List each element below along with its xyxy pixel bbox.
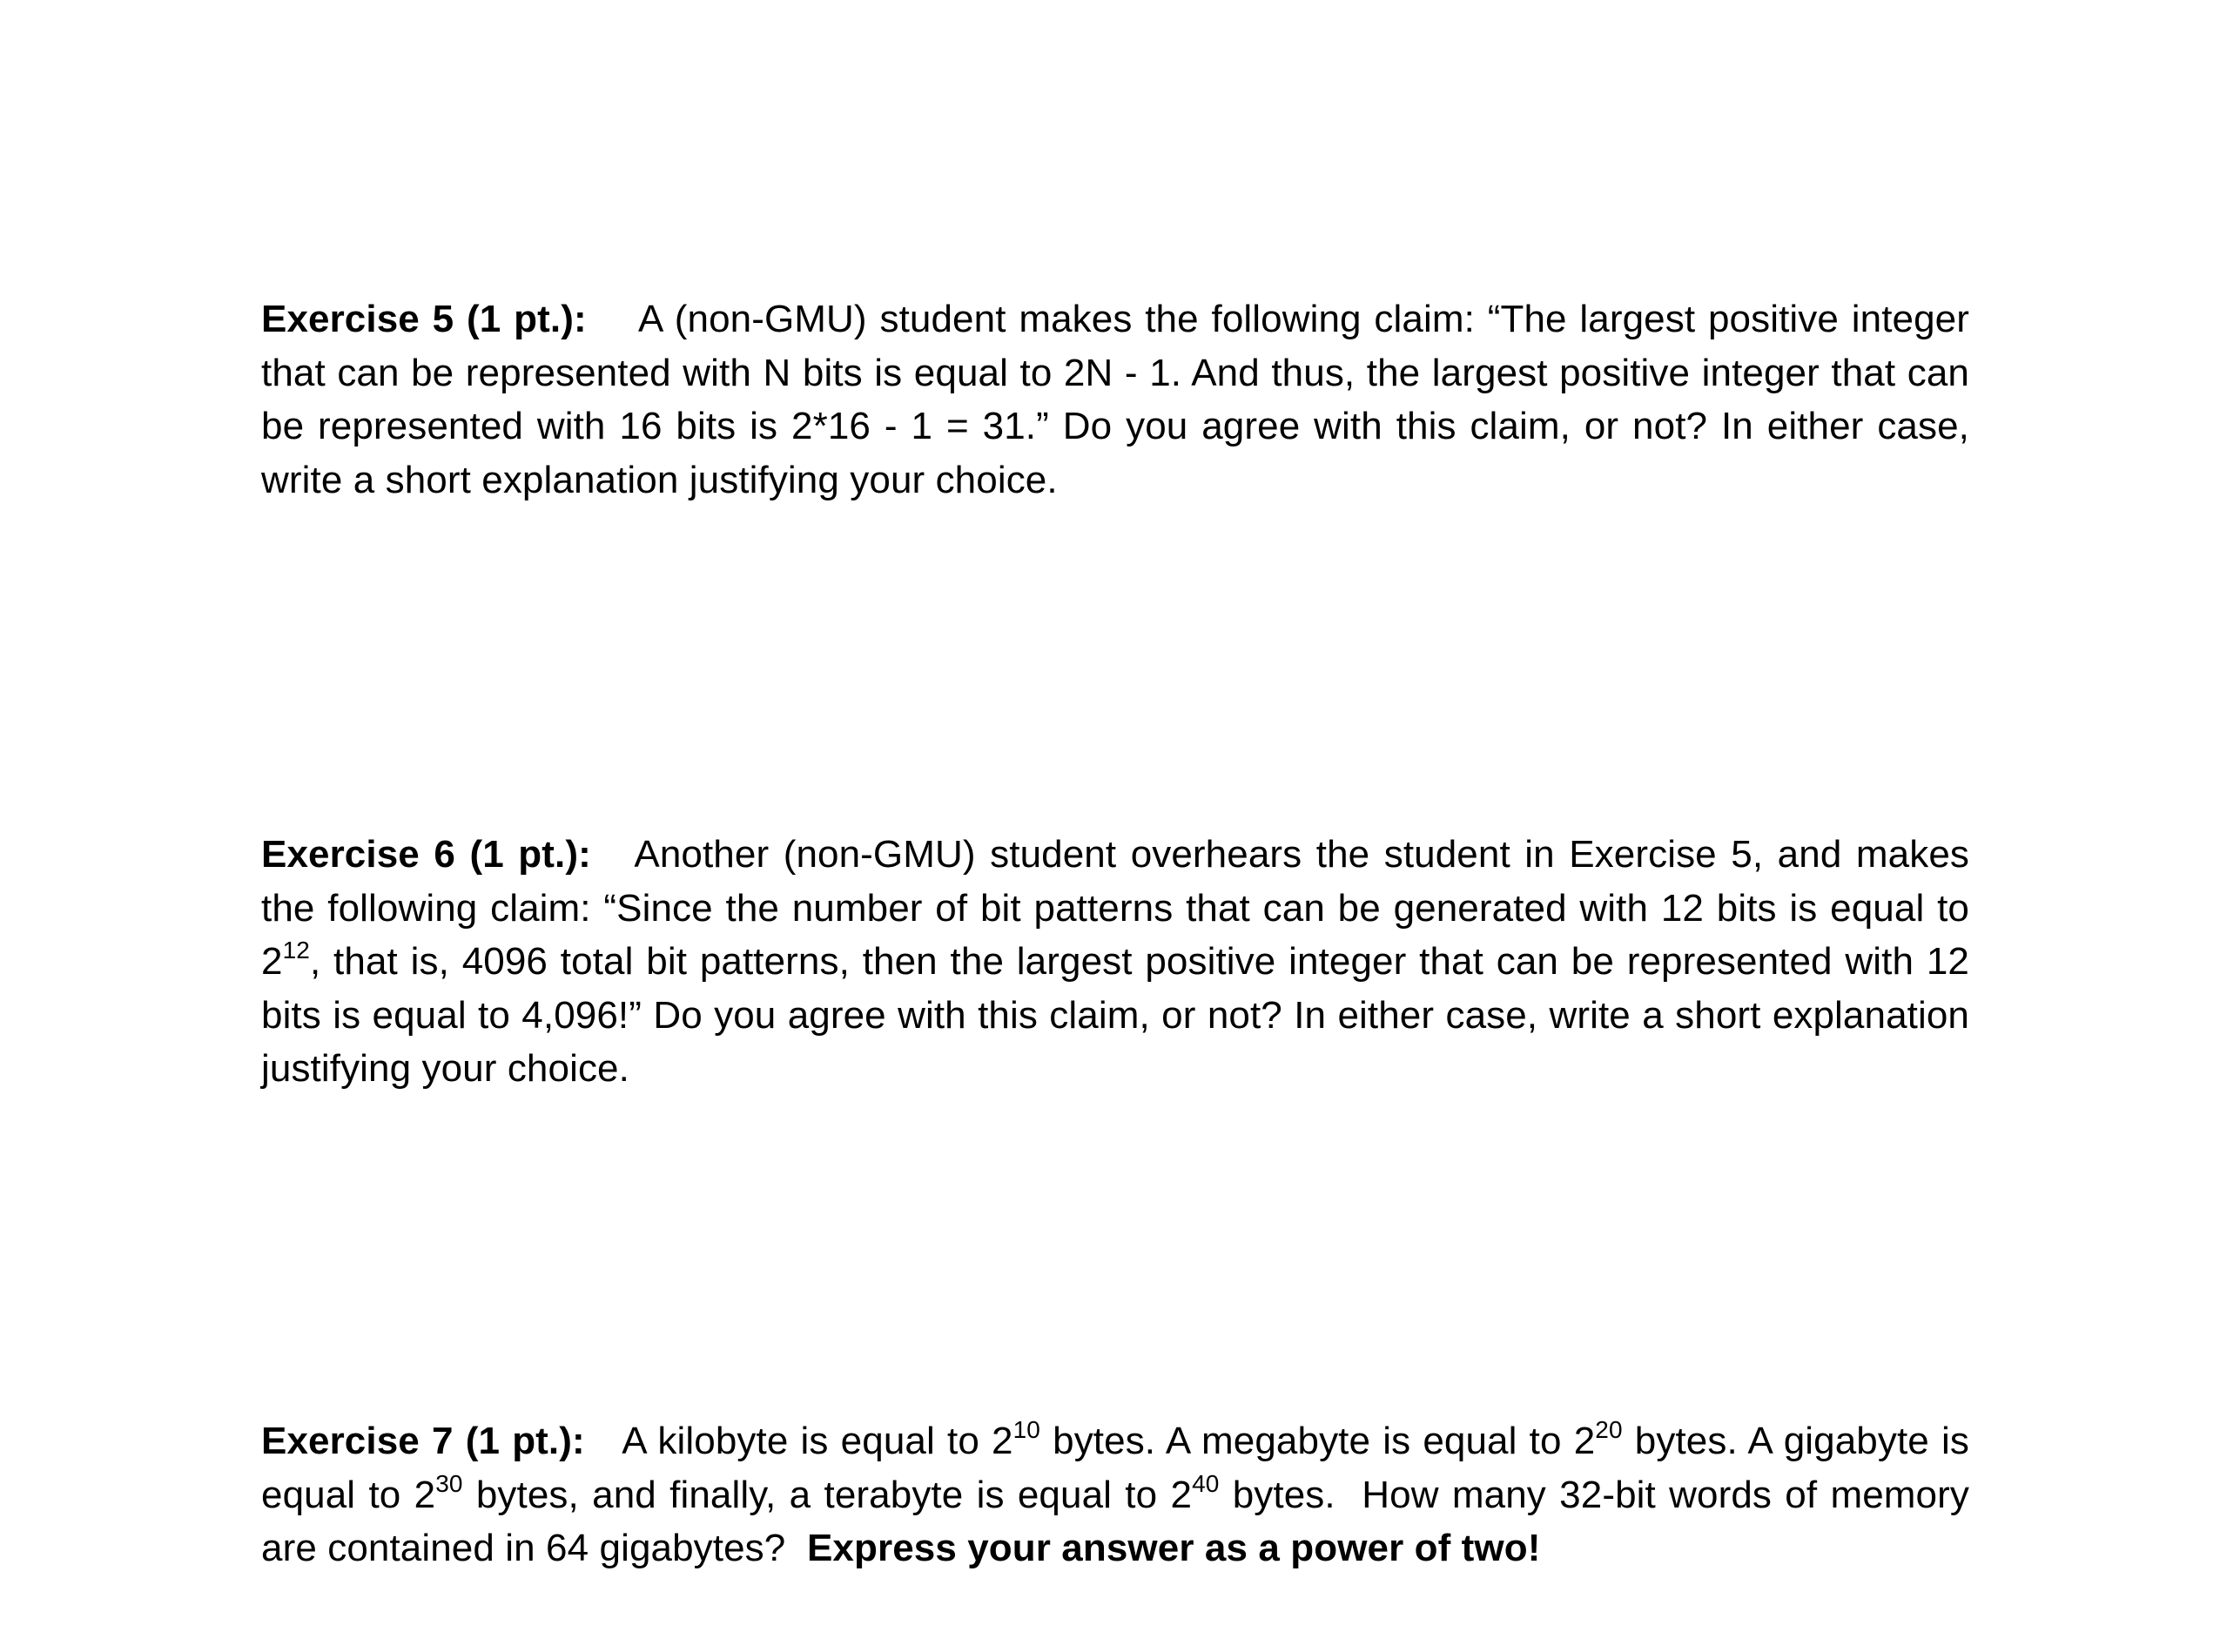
exercise-6-heading: Exercise 6 (1 pt.): bbox=[261, 833, 591, 876]
exercise-7-exponent-terabyte: 40 bbox=[1192, 1469, 1220, 1497]
exercise-7-exponent-megabyte: 20 bbox=[1595, 1416, 1623, 1444]
exercise-7-text-b: bytes. A megabyte is equal to 2 bbox=[1039, 1420, 1596, 1462]
exercise-5-text: A (non-GMU) student makes the following claim: “The largest positive integer that can be represented with N bits is equal to 2N - 1. And thus, the largest positive integer that can be represented with 16 bits is 2*16 - 1 = 31.” Do you agree with this claim, or not? In either case, write a short explanation justifying your choice. bbox=[261, 298, 1969, 501]
exercise-6-exponent: 12 bbox=[282, 937, 310, 964]
exercise-5-paragraph bbox=[261, 292, 1969, 507]
exercise-7-text-c: bytes. A gigabyte is equal to 2 bbox=[261, 1420, 1969, 1516]
exercise-6-text-b: , that is, 4096 total bit patterns, then the largest positive integer that can be represented with 12 bits is equal to 4,096!” Do you agree with this claim, or not? In either case, write a short explanation justifying your choice. bbox=[261, 940, 1969, 1090]
exercise-7-heading: Exercise 7 (1 pt.): bbox=[261, 1420, 585, 1462]
exercise-5-heading: Exercise 5 (1 pt.): bbox=[261, 298, 587, 340]
exercise-7-text-d: bytes, and finally, a terabyte is equal to 2 bbox=[462, 1473, 1193, 1516]
exercise-7-emphasis: Express your answer as a power of two! bbox=[806, 1527, 1541, 1569]
exercise-7-text-a: A kilobyte is equal to 2 bbox=[622, 1420, 1013, 1462]
exercise-6-paragraph bbox=[261, 828, 1969, 1096]
exercise-6-text-a: Another (non-GMU) student overhears the student in Exercise 5, and makes the following claim: “Since the number of bit patterns that can be generated with 12 bits is equal to 2 bbox=[261, 833, 1969, 983]
exercise-7-paragraph bbox=[261, 1414, 1981, 1575]
exercise-7-exponent-kilobyte: 10 bbox=[1012, 1416, 1040, 1444]
exercise-7-text-e: bytes. How many 32-bit words of memory are contained in 64 gigabytes? bbox=[261, 1473, 1981, 1569]
exercise-7-exponent-gigabyte: 30 bbox=[435, 1469, 463, 1497]
